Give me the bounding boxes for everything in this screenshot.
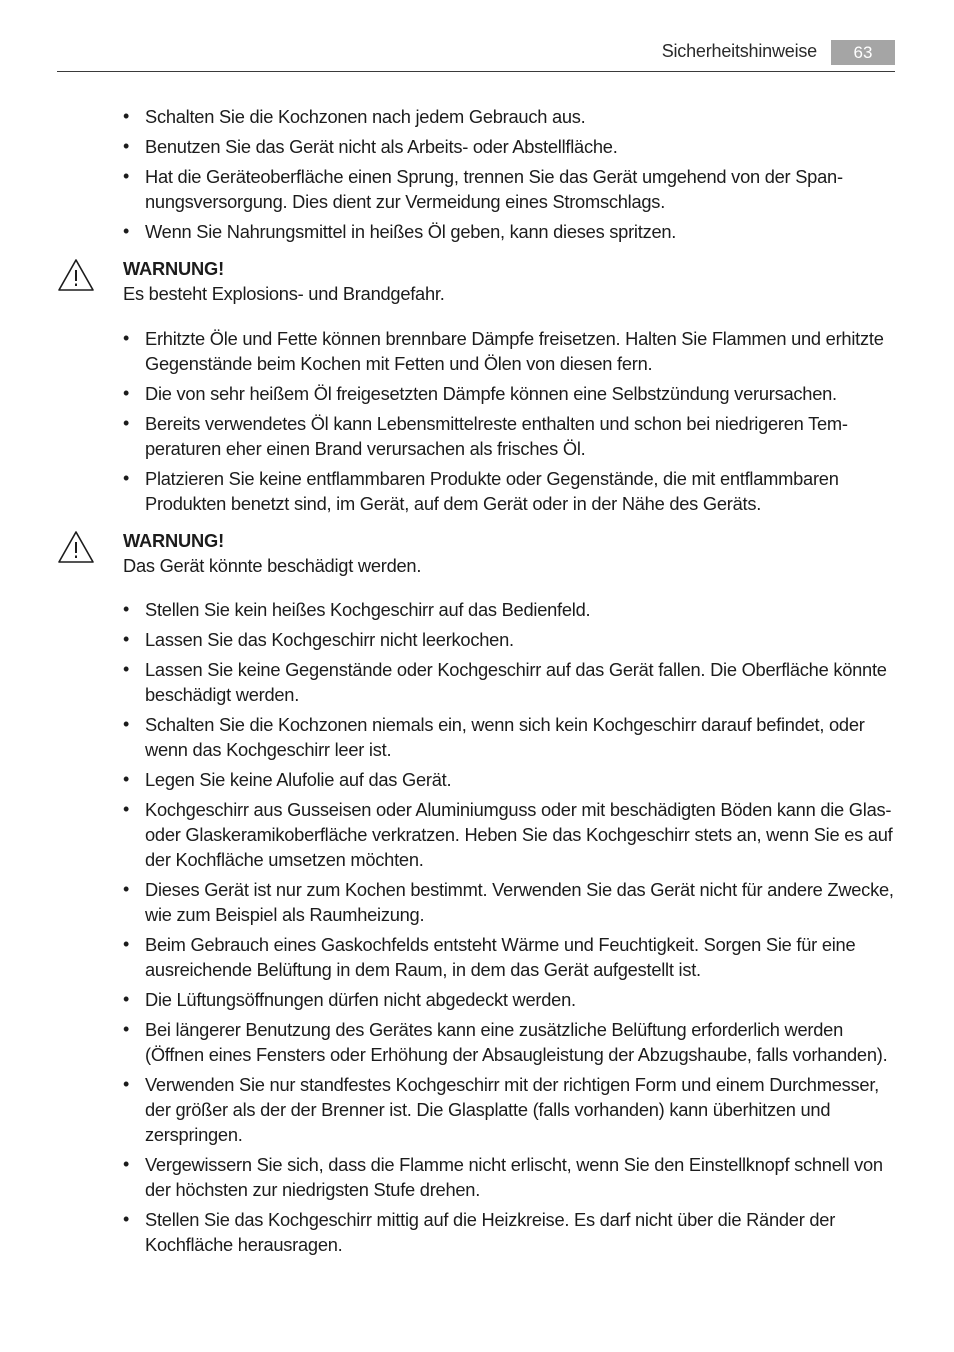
list-item: • Bereits verwendetes Öl kann Lebensmittelreste enthalten und schon bei niedrigeren Temperaturen eher einen Brand verursachen als frisches Öl. <box>145 411 897 461</box>
list-item: • Lassen Sie das Kochgeschirr nicht leerkochen. <box>145 627 897 652</box>
list-item: • Dieses Gerät ist nur zum Kochen bestimmt. Verwenden Sie das Gerät nicht für andere Zwecke, wie zum Beispiel als Raumheizung. <box>145 877 897 927</box>
section-title: Sicherheitshinweise <box>661 41 817 61</box>
list-item: • Benutzen Sie das Gerät nicht als Arbeits- oder Abstellfläche. <box>145 134 897 159</box>
page-header <box>57 38 895 72</box>
warning-text: Das Gerät könnte beschädigt werden. <box>123 555 422 576</box>
warning-title: WARNUNG! <box>123 258 224 279</box>
warning-block-fire <box>57 256 897 312</box>
warning-triangle-icon <box>57 530 95 564</box>
list-item: • Die Lüftungsöffnungen dürfen nicht abgedeckt werden. <box>145 987 897 1012</box>
list-item: • Kochgeschirr aus Gusseisen oder Aluminiumguss oder mit beschädigten Böden kann die Glas- oder Glaskeramikoberfläche verkratzen. Heben Sie das Kochgeschirr stets an, wenn Sie es auf der Kochfläche umsetzen möchten. <box>145 797 897 872</box>
list-item: • Wenn Sie Nahrungsmittel in heißes Öl geben, kann dieses spritzen. <box>145 219 897 244</box>
list-item: • Stellen Sie das Kochgeschirr mittig auf die Heizkreise. Es darf nicht über die Ränder der Kochfläche herausragen. <box>145 1207 897 1257</box>
list-item: • Lassen Sie keine Gegenstände oder Kochgeschirr auf das Gerät fallen. Die Oberfläche könnte beschädigt werden. <box>145 657 897 707</box>
list-item: • Schalten Sie die Kochzonen niemals ein, wenn sich kein Kochgeschirr darauf befindet, oder wenn das Kochgeschirr leer ist. <box>145 712 897 762</box>
list-item: • Hat die Geräteoberfläche einen Sprung, trennen Sie das Gerät umgehend von der Spannungsversorgung. Dies dient zur Vermeidung eines Stromschlags. <box>145 164 897 214</box>
list-item: • Bei längerer Benutzung des Gerätes kann eine zusätzliche Belüftung erforderlich werden (Öffnen eines Fensters oder Erhöhung der Absaugleistung der Abzugshaube, falls vorhanden). <box>145 1017 897 1067</box>
warning-text: Es besteht Explosions- und Brandgefahr. <box>123 283 445 304</box>
list-item: • Legen Sie keine Alufolie auf das Gerät. <box>145 767 897 792</box>
list-item: • Platzieren Sie keine entflammbaren Produkte oder Gegenstände, die mit entflammbaren Produkten benetzt sind, im Gerät, auf dem Gerät oder in der Nähe des Geräts. <box>145 466 897 516</box>
bullet-list-oil <box>145 326 897 521</box>
warning-title: WARNUNG! <box>123 530 224 551</box>
page-number-badge: 63 <box>831 40 895 65</box>
list-item: • Vergewissern Sie sich, dass die Flamme nicht erlischt, wenn Sie den Einstellknopf schnell von der höchsten zur niedrigsten Stufe drehen. <box>145 1152 897 1202</box>
list-item: • Verwenden Sie nur standfestes Kochgeschirr mit der richtigen Form und einem Durchmesser, der größer als der der Brenner ist. Die Glasplatte (falls vorhanden) kann überhitzen und zerspringen. <box>145 1072 897 1147</box>
warning-block-damage <box>57 528 897 584</box>
list-item: • Stellen Sie kein heißes Kochgeschirr auf das Bedienfeld. <box>145 597 897 622</box>
list-item: • Erhitzte Öle und Fette können brennbare Dämpfe freisetzen. Halten Sie Flammen und erhitzte Gegenstände beim Kochen mit Fetten und Ölen von diesen fern. <box>145 326 897 376</box>
list-item: • Beim Gebrauch eines Gaskochfelds entsteht Wärme und Feuchtigkeit. Sorgen Sie für eine ausreichende Belüftung in dem Raum, in dem das Gerät aufgestellt ist. <box>145 932 897 982</box>
warning-triangle-icon <box>57 258 95 292</box>
list-item: • Schalten Sie die Kochzonen nach jedem Gebrauch aus. <box>145 104 897 129</box>
bullet-list-general <box>145 104 897 249</box>
list-item: • Die von sehr heißem Öl freigesetzten Dämpfe können eine Selbstzündung verursachen. <box>145 381 897 406</box>
bullet-list-cookware <box>145 597 897 1262</box>
